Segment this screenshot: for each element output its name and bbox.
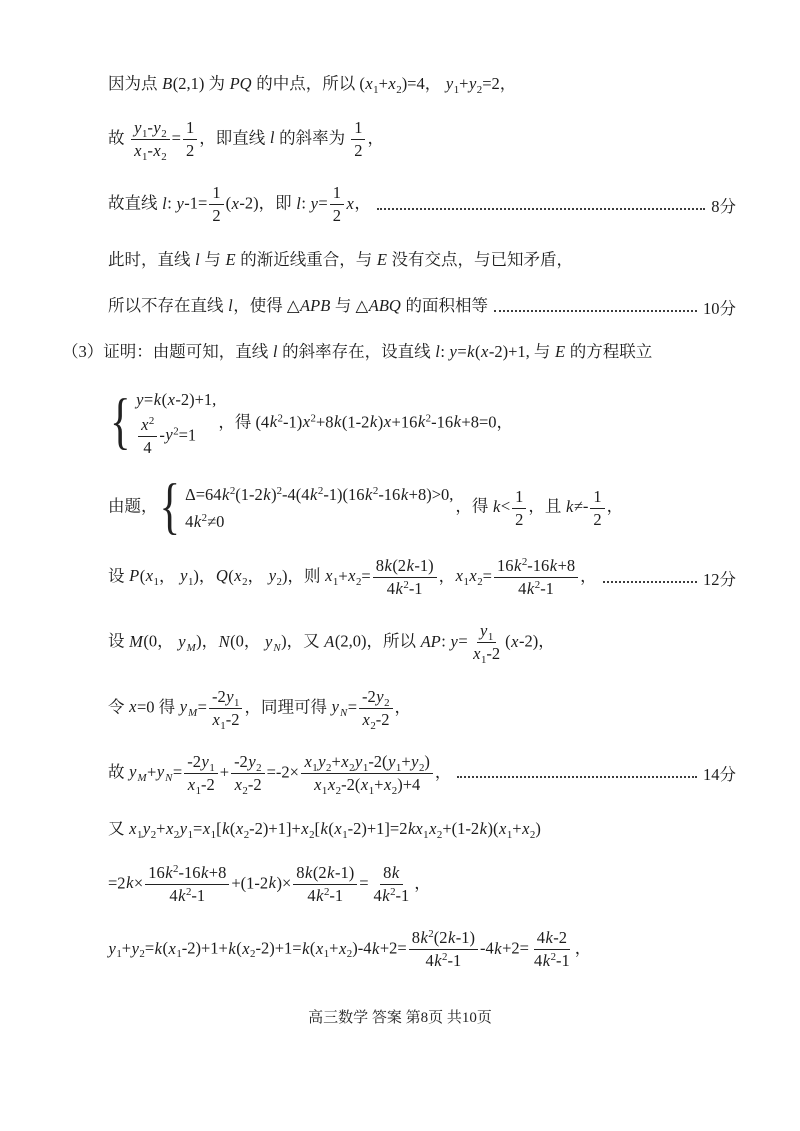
fraction-denominator: 4 bbox=[143, 438, 152, 458]
fraction-numerator: $x_1y_2+x_2y_1-2(y_1+y_2)$ bbox=[301, 752, 433, 774]
fraction-denominator: 2 bbox=[515, 509, 524, 529]
fraction bbox=[371, 863, 413, 906]
dot-leader bbox=[494, 310, 697, 312]
fraction-numerator: $16k^2-16k+8$ bbox=[494, 556, 578, 578]
fraction bbox=[373, 556, 437, 599]
fraction-denominator: 2 bbox=[185, 141, 195, 161]
fraction bbox=[301, 752, 433, 795]
fraction bbox=[330, 183, 344, 226]
fraction bbox=[470, 621, 504, 667]
fraction bbox=[409, 928, 478, 971]
fraction-numerator: $-2y_2$ bbox=[231, 752, 265, 774]
math-content: 因为点 B(2,1) 为 PQ 的中点，所以 $(x_1+x_2)=4$， $y_1+y_2=2$， bbox=[108, 73, 517, 96]
fraction-numerator: $-2y_1$ bbox=[209, 687, 243, 709]
fraction bbox=[231, 752, 265, 795]
fraction bbox=[494, 556, 578, 599]
fraction bbox=[293, 863, 357, 906]
equation-line: $4k^2\ne 0$ bbox=[185, 511, 225, 531]
fraction-denominator: 2 bbox=[212, 206, 221, 226]
fraction-numerator: 1 bbox=[590, 487, 604, 509]
fraction-numerator: $-2y_2$ bbox=[359, 687, 393, 709]
math-line bbox=[108, 118, 736, 161]
fraction bbox=[512, 487, 526, 530]
fraction-numerator: $x^2$ bbox=[138, 415, 158, 437]
math-content: { y=k(x-2)+1, $\frac{x^2}{4}$ $-y^2=1$ ，得 $(4k^2-1)x^2+8k(1-2k)x+16k^2-16k+8=0$， bbox=[110, 387, 514, 458]
math-line bbox=[108, 863, 736, 906]
math-content: 设 $P(x_1$， $y_1$)，$Q(x_2$， $y_2$)，则 $x_1+x_2=$ $\frac{8k(2k-1)}{4k^2-1}$ ，$x_1x_2=$ $\frac{16k^2-16k+8}{4k^2-1}$ ， bbox=[108, 556, 597, 599]
fraction bbox=[138, 415, 158, 458]
math-line bbox=[108, 817, 736, 841]
fraction-numerator: 8k(2k-1) bbox=[373, 556, 437, 578]
math-content: 故 $y_M+y_N=$ $\frac{-2y_1}{x_1-2}$ + $\frac{-2y_2}{x_2-2}$ =-2× $\frac{x_1y_2+x_2y_1-2(y_1+y_2)}{x_1x_2-2(x_1+x_2)+4}$ ， bbox=[108, 751, 452, 797]
dot-leader bbox=[457, 776, 697, 778]
fraction-denominator: $4k^2-1$ bbox=[386, 579, 423, 599]
score-label: 10分 bbox=[703, 298, 736, 318]
math-content: =2k× $\frac{16k^2-16k+8}{4k^2-1}$ +(1-2k)× $\frac{8k(2k-1)}{4k^2-1}$ = $\frac{8k}{4k^2-1}$ ， bbox=[108, 863, 431, 906]
math-line bbox=[108, 387, 736, 461]
fraction bbox=[131, 118, 170, 161]
fraction-denominator: $x_1-2$ bbox=[187, 774, 215, 797]
math-line bbox=[108, 249, 736, 273]
system-of-equations bbox=[110, 389, 216, 459]
equation-line: $\Delta=64k^2(1-2k)^2-4(4k^2-1)(16k^2-16k+8)>0$, bbox=[185, 485, 454, 505]
fraction-numerator: 8k(2k-1) bbox=[293, 863, 357, 885]
footer-text: 高三数学 答案 第8页 共10页 bbox=[308, 1010, 492, 1026]
fraction bbox=[590, 487, 604, 530]
fraction-denominator: $4k^2-1$ bbox=[373, 886, 410, 906]
fraction-denominator: $4k^2-1$ bbox=[533, 951, 570, 971]
fraction-denominator: $x_1-2$ bbox=[212, 709, 240, 732]
fraction-numerator: 8k bbox=[380, 863, 403, 885]
fraction-denominator: $4k^2-1$ bbox=[425, 951, 462, 971]
math-content: 此时，直线 l 与 E 的渐近线重合，与 E 没有交点，与已知矛盾， bbox=[108, 250, 574, 270]
math-content: 设 M(0， $y_M$)，N(0， $y_N$)，又 A(2,0)，所以 AP: y= $\frac{y_1}{x_1-2}$ (x-2)， bbox=[108, 621, 555, 667]
math-content: （3）证明：由题可知，直线 l 的斜率存在，设直线 l: y=k(x-2)+1, 与 E 的方程联立 bbox=[62, 342, 653, 362]
math-line bbox=[108, 183, 736, 226]
math-content: 所以不存在直线 l，使得 △APB 与 △ABQ 的面积相等 bbox=[108, 296, 488, 316]
math-line bbox=[108, 72, 736, 96]
math-line bbox=[108, 295, 736, 319]
fraction-denominator: $x_2-2$ bbox=[234, 774, 262, 797]
math-content: 又 $x_1y_2+x_2y_1=x_1[k(x_2-2)+1]+x_2[k(x_1-2)+1]=2kx_1x_2+(1-2k)(x_1+x_2)$ bbox=[108, 818, 541, 841]
fraction bbox=[184, 752, 218, 795]
fraction-denominator: 2 bbox=[593, 509, 602, 529]
fraction bbox=[359, 687, 393, 730]
equation-line: y=k(x-2)+1, bbox=[136, 389, 217, 409]
page-footer bbox=[0, 1006, 800, 1027]
fraction bbox=[145, 863, 229, 906]
math-content: $y_1+y_2=k(x_1-2)+1+k(x_2-2)+1=k(x_1+x_2)-4k+2=$ $\frac{8k^2(2k-1)}{4k^2-1}$ -4k+2= $\frac{4k-2}{4k^2-1}$ ， bbox=[108, 928, 592, 971]
fraction-numerator: 1 bbox=[351, 118, 365, 140]
fraction-numerator: 4k-2 bbox=[534, 928, 570, 950]
math-content: 令 x=0 得 $y_M=$ $\frac{-2y_1}{x_1-2}$ ，同理可得 $y_N=$ $\frac{-2y_2}{x_2-2}$ ， bbox=[108, 686, 412, 732]
math-content: 故 $\frac{y_1-y_2}{x_1-x_2}$ = $\frac{1}{2}$ ，即直线 l 的斜率为 $\frac{1}{2}$ ， bbox=[108, 118, 384, 163]
math-line bbox=[108, 752, 736, 795]
fraction-numerator: $-2y_1$ bbox=[184, 752, 218, 774]
fraction-denominator: $x_2-2$ bbox=[362, 709, 390, 732]
fraction-numerator: $y_1-y_2$ bbox=[131, 118, 170, 140]
fraction-numerator: 1 bbox=[209, 183, 223, 205]
score-label: 14分 bbox=[703, 765, 736, 785]
fraction-denominator: $x_1-x_2$ bbox=[134, 141, 167, 163]
fraction-numerator: 1 bbox=[330, 183, 344, 205]
fraction-denominator: $x_1-2$ bbox=[473, 644, 501, 667]
math-line bbox=[108, 472, 736, 541]
math-line bbox=[62, 341, 736, 365]
math-content: 由题， { $\Delta=64k^2(1-2k)^2-4(4k^2-1)(16k^2-16k+8)>0$, $4k^2\ne 0$ ，得 k< $\frac{1}{2}$ ，且 k≠- $\frac{1}{2}$ ， bbox=[108, 472, 624, 541]
math-line bbox=[108, 621, 736, 667]
fraction bbox=[351, 118, 365, 161]
fraction bbox=[209, 687, 243, 730]
fraction-numerator: $8k^2(2k-1)$ bbox=[409, 928, 478, 950]
fraction-numerator: 1 bbox=[183, 118, 197, 140]
answer-content bbox=[62, 72, 736, 994]
left-brace: { bbox=[110, 387, 131, 457]
math-content: 故直线 l: y-1= $\frac{1}{2}$ (x-2)，即 l: y= $\frac{1}{2}$ x， bbox=[108, 183, 371, 226]
fraction-denominator: 2 bbox=[354, 141, 363, 161]
fraction-denominator: $x_1x_2-2(x_1+x_2)+4$ bbox=[314, 774, 421, 797]
fraction-numerator: $y_1$ bbox=[477, 621, 497, 643]
fraction-denominator: $4k^2-1$ bbox=[307, 886, 344, 906]
fraction-denominator: $4k^2-1$ bbox=[169, 886, 206, 906]
fraction-numerator: 1 bbox=[512, 487, 526, 509]
dot-leader bbox=[603, 581, 697, 583]
dot-leader bbox=[377, 208, 705, 210]
math-line bbox=[108, 687, 736, 730]
left-brace: { bbox=[159, 472, 181, 541]
fraction-numerator: $16k^2-16k+8$ bbox=[145, 863, 229, 885]
score-label: 12分 bbox=[703, 569, 736, 589]
fraction-denominator: $4k^2-1$ bbox=[518, 579, 554, 599]
score-label: 8分 bbox=[711, 196, 736, 216]
equation-line: $\frac{x^2}{4}$ $-y^2=1$ bbox=[136, 415, 197, 458]
fraction bbox=[209, 183, 223, 226]
fraction bbox=[531, 928, 573, 971]
math-line bbox=[108, 928, 736, 971]
math-line bbox=[108, 556, 736, 599]
fraction-denominator: 2 bbox=[332, 206, 341, 226]
fraction bbox=[183, 118, 197, 161]
